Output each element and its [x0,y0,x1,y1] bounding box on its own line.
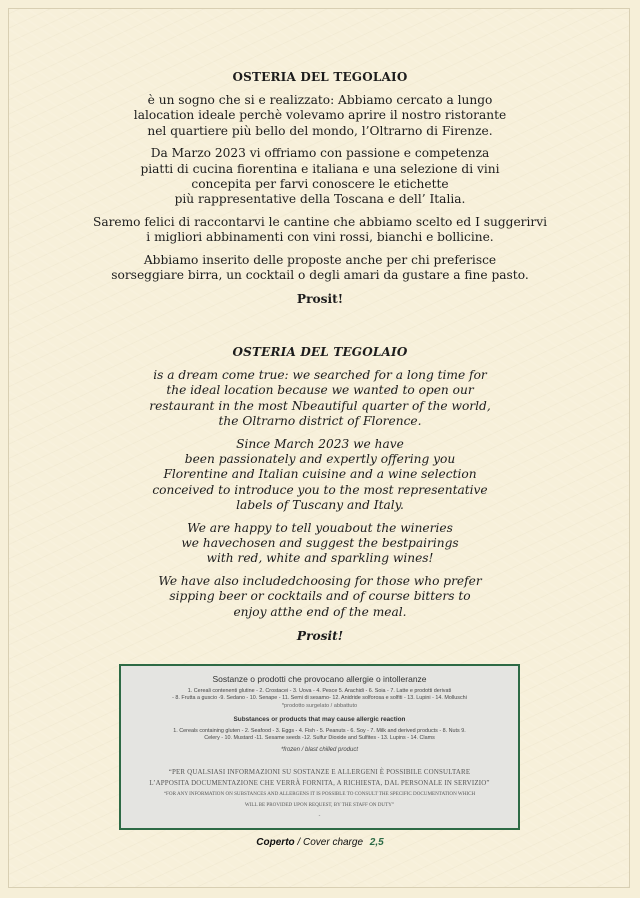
restaurant-title-it: OSTERIA DEL TEGOLAIO [232,70,408,84]
cover-price: 2,5 [369,837,384,848]
allergen-info-box [119,664,520,830]
allergen-list-it: 1. Cereali contenenti glutine - 2. Crostacei - 3. Uova - 4. Pesce 5. Arachidi - 6. Soia - 7. Latte e prodotti derivati - 8. Frutta a guscio -9. Sedano - 10. Senape - 11. Semi di sesamo- 12. Anidride solforosa e solfiti - 13. Lupini - 14. Molluschi [172,688,467,702]
restaurant-title-en: OSTERIA DEL TEGOLAIO [232,345,408,359]
documentation-note-it: “PER QUALSIASI INFORMAZIONI SU SOSTANZE E ALLERGENI È POSSIBILE CONSULTARE L’APPOSITA DOCUMENTAZIONE CHE VERRÀ FORNITA, A RICHIESTA, DAL PERSONALE IN SERVIZIO” [149,768,490,787]
allergen-title-en: Substances or products that may cause allergic reaction [233,715,406,723]
allergen-title-it: Sostanze o prodotti che provocano allergie o intolleranze [212,674,427,684]
cover-charge [0,837,640,848]
cover-separator: / [294,837,303,848]
italian-intro [0,70,640,315]
intro-paragraph-4-it: Abbiamo inserito delle proposte anche per chi preferisce sorseggiare birra, un cocktail o degli amari da gustare a fine pasto. [111,252,529,283]
intro-paragraph-1-en: is a dream come true: we searched for a long time for the ideal location because we wanted to open our restaurant in the most Nbeautiful quarter of the world, the Oltrarno district of Florence. [149,368,491,429]
frozen-note-it: *prodotto surgelato / abbattuto [281,702,358,709]
intro-paragraph-3-en: We are happy to tell youabout the wineries we havechosen and suggest the bestpairings with red, white and sparkling wines! [181,520,459,566]
closing-en: Prosit! [296,629,344,644]
english-intro [0,345,640,652]
intro-paragraph-4-en: We have also includedchoosing for those who prefer sipping beer or cocktails and of course bitters to enjoy atthe end of the meal. [158,573,482,619]
closing-it: Prosit! [296,292,344,307]
allergen-list-en: 1. Cereals containing gluten - 2. Seafood - 3. Eggs - 4. Fish - 5. Peanuts - 6. Soy - 7. Milk and derived products - 8. Nuts 9. Celery - 10. Mustard -11. Sesame seeds -12. Sulfur Dioxide and Sulfites - 13. Lupins - 14. Clams [173,727,466,742]
intro-paragraph-3-it: Saremo felici di raccontarvi le cantine che abbiamo scelto ed I suggerirvi i migliori abbinamenti con vini rossi, bianchi e bollicine. [92,214,548,245]
intro-paragraph-2-en: Since March 2023 we have been passionately and expertly offering you Florentine and Italian cuisine and a wine selection conceived to introduce you to the most representative labels of Tuscany and Italy. [152,436,488,513]
intro-paragraph-1-it: è un sogno che si e realizzato: Abbiamo cercato a lungo lalocation ideale perchè volevamo aprire il nostro ristorante nel quartiere più bello del mondo, l’Oltrarno di Firenze. [133,93,507,138]
frozen-note-en: *frozen / blast chilled product [280,746,359,753]
intro-paragraph-2-it: Da Marzo 2023 vi offriamo con passione e competenza piatti di cucina fiorentina e italiana e una selezione di vini concepita per farvi conoscere le etichette più rappresentative della Toscana e dell’ Italia. [140,146,500,207]
cover-label-en: Cover charge [302,837,364,848]
cover-label-it: Coperto [256,837,295,848]
documentation-note-en: “FOR ANY INFORMATION ON SUBSTANCES AND ALLERGENS IT IS POSSIBLE TO CONSULT THE SPECIFIC DOCUMENTATION WHICH WILL BE PROVIDED UPON REQUEST, BY THE STAFF ON DUTY” - [163,790,476,819]
